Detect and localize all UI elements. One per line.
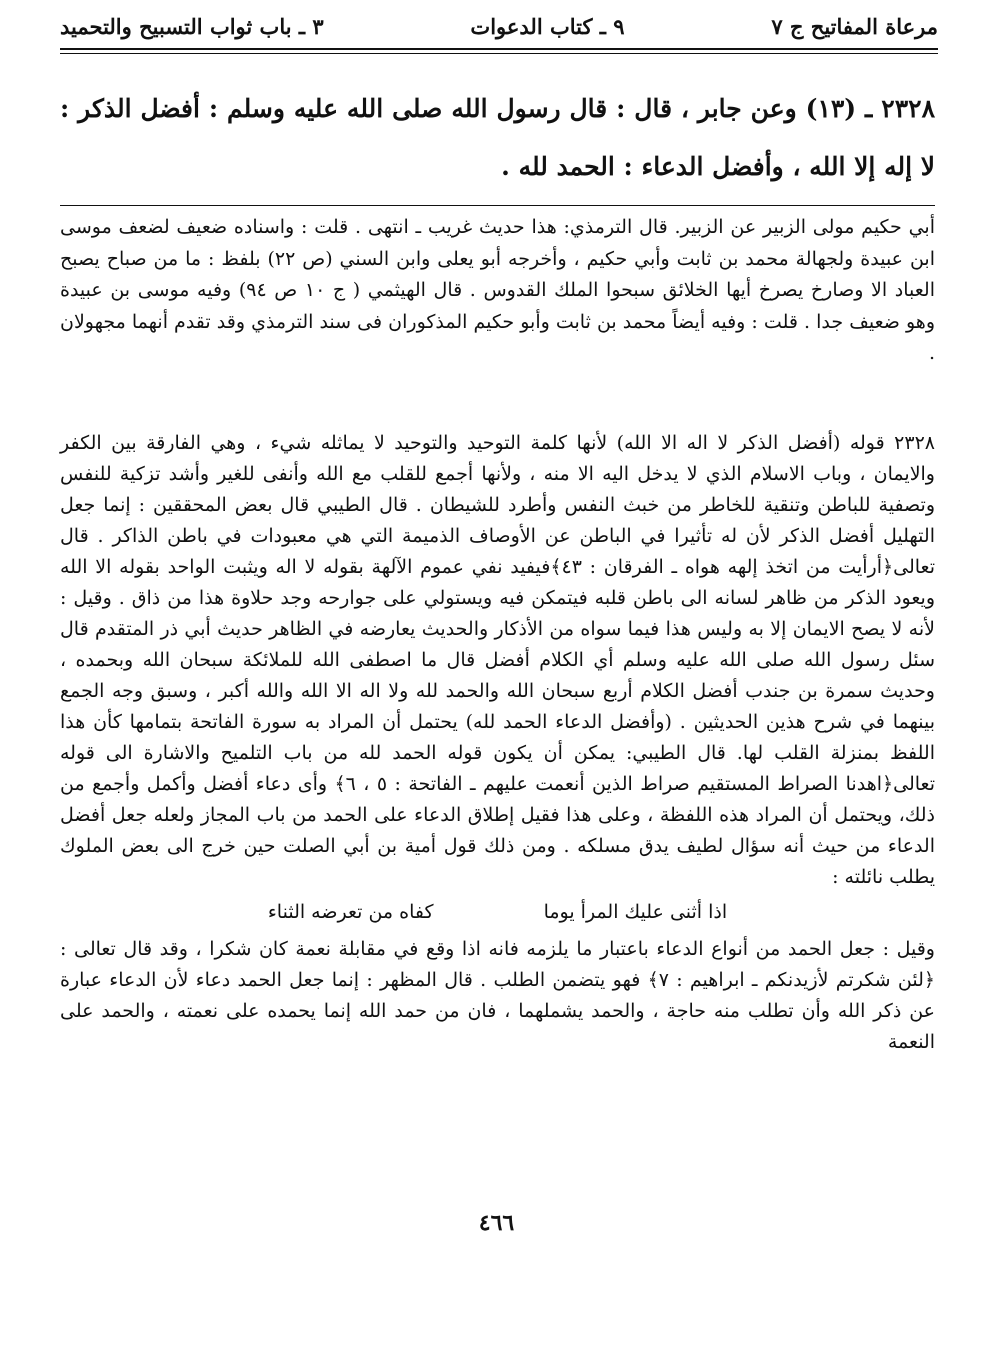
section-divider <box>60 205 935 206</box>
page-number: ٤٦٦ <box>478 1210 515 1236</box>
header-rule <box>60 48 938 54</box>
verse-first-hemistich: اذا أثنى عليك المرأ يوما <box>543 901 728 923</box>
hadith-text: ٢٣٢٨ ـ (١٣) وعن جابر ، قال : قال رسول الله صلى الله عليه وسلم : أفضل الذكر : لا إله إلا الله ، وأفضل الدعاء : الحمد لله . <box>60 94 935 181</box>
footnote-text: أبي حكيم مولى الزبير عن الزبير. قال الترمذي: هذا حديث غريب ـ انتهى . قلت : واسناده ضعيف لضعف موسى ابن عبيدة ولجهالة محمد بن ثابت وأبي حكيم ، وأخرجه أبو يعلى وابن السني (ص ٢٢) بلفظ : ما من صباح يصبح العباد الا وصارخ يصرخ أيها الخلائق سبحوا الملك القدوس . قال الهيثمي ( ج ١٠ ص ٩٤) وفيه موسى بن عبيدة وهو ضعيف جدا . قلت : وفيه أيضاً محمد بن ثابت وأبو حكيم المذكوران فى سند الترمذي وقد تقدم أنهما مجهولان . <box>60 216 935 364</box>
verse-second-hemistich: كفاه من تعرضه الثناء <box>267 901 434 923</box>
commentary <box>60 428 935 1058</box>
header-section-title: ٣ ـ باب ثواب التسبيح والتحميد <box>60 13 324 39</box>
commentary-paragraph: وقيل : جعل الحمد من أنواع الدعاء باعتبار ما يلزمه فانه اذا وقع في مقابلة نعمة كان شكرا ، وقد قال تعالى : ﴿لئن شكرتم لأزيدنكم ـ ابراهيم : ٧﴾ فهو يتضمن الطلب . قال المظهر : إنما جعل الحمد دعاء لأن الدعاء عبارة عن ذكر الله وأن تطلب منه حاجة ، والحمد يشملهما ، فان من حمد الله إنما يحمده على نعمته ، والحمد على النعمة <box>60 938 936 1053</box>
header-chapter-title: ٩ ـ كتاب الدعوات <box>470 13 625 39</box>
header-book-title: مرعاة المفاتيح ج ٧ <box>771 13 938 39</box>
poetry-verse <box>60 897 935 928</box>
running-header <box>60 8 938 44</box>
commentary-paragraph: ٢٣٢٨ قوله (أفضل الذكر لا اله الا الله) لأنها كلمة التوحيد والتوحيد لا يماثله شيء ، وهي الفارقة بين الكفر والايمان ، وباب الاسلام الذي لا يدخل اليه الا منه ، ولأنها أجمع للقلب مع الله وأنفى للغير وأشد تزكية للنفس وتصفية للباطن وتنقية للخاطر من خبث النفس وأطرد للشيطان . قال الطيبي قال بعض المحققين : إنما جعل التهليل أفضل الذكر لأن له تأثيرا في الباطن عن الأوصاف الذميمة التي هي معبودات في باطن الذاكر . قال تعالى﴿أرأيت من اتخذ إلهه هواه ـ الفرقان : ٤٣﴾فيفيد نفي عموم الآلهة بقوله لا اله ويثبت الواحد بقوله الا الله ويعود الذكر من ظاهر لسانه الى باطن قلبه فيتمكن فيه ويستولي على جوارحه وجد حلاوة هذا من ذاق . وقيل : لأنه لا يصح الايمان إلا به وليس هذا فيما سواه من الأذكار والحديث يعارضه في الظاهر حديث أبي ذر المتقدم قال سئل رسول الله صلى الله عليه وسلم أي الكلام أفضل قال ما اصطفى الله للملائكة سبحان الله وبحمده ، وحديث سمرة بن جندب أفضل الكلام أربع سبحان الله والحمد لله ولا اله الا الله والله أكبر ، وسبق وجه الجمع بينهما في شرح هذين الحديثين . (وأفضل الدعاء الحمد لله) يحتمل أن المراد به سورة الفاتحة بتمامها كأن هذا اللفظ بمنزلة القلب لها. قال الطيبي: يمكن أن يكون قوله الحمد لله من باب التلميح والاشارة الى قوله تعالى﴿اهدنا الصراط المستقيم صراط الذين أنعمت عليهم ـ الفاتحة : ٥ ، ٦﴾ وأى دعاء أفضل وأكمل وأجمع من ذلك، ويحتمل أن المراد هذه اللفظة ، وعلى هذا فقيل إطلاق الدعاء على الحمد من باب المجاز ولعله جعل أفضل الدعاء من حيث أنه سؤال لطيف يدق مسلكه . ومن ذلك قول أمية بن أبي الصلت حين خرج الى بعض الملوك يطلب نائلته : <box>60 432 935 888</box>
